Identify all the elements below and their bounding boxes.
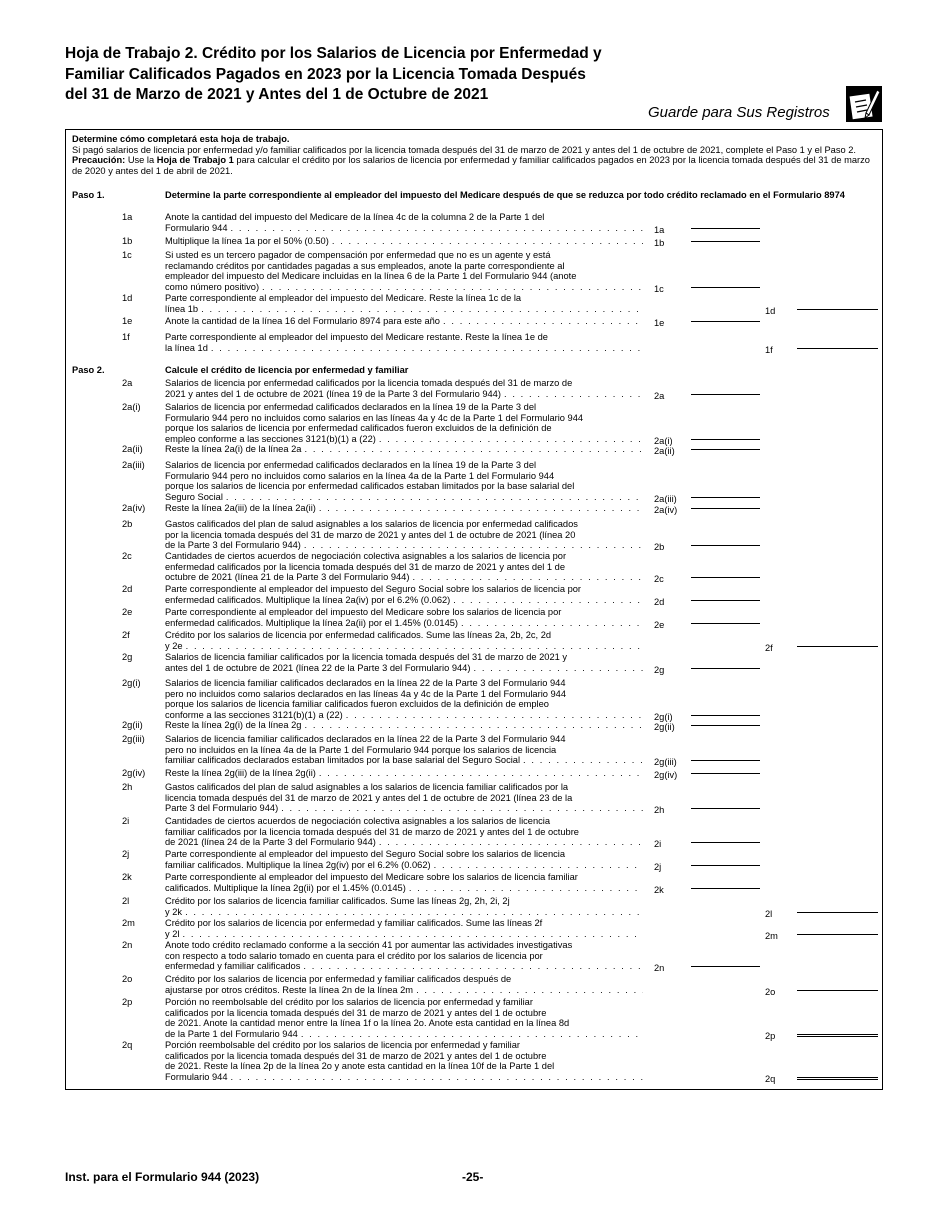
line-number: 2a(i) xyxy=(122,402,141,412)
line-number: 1f xyxy=(122,332,130,342)
line-text-row: porque los salarios de licencia por enfermedad calificados fueron excluidos de la definición de xyxy=(165,423,552,433)
dot-leader xyxy=(379,837,643,848)
dot-leader xyxy=(416,985,643,996)
line-text xyxy=(165,293,643,314)
line-number: 2g(iii) xyxy=(122,734,145,744)
amount-entry-line[interactable] xyxy=(797,912,878,913)
line-text-final: enfermedad calificados. Multiplique la línea 2a(iv) por el 6.2% (0.062) xyxy=(165,594,451,605)
step2-label: Paso 2. xyxy=(72,365,105,375)
line-label: 1e xyxy=(654,318,665,328)
amount-entry-line[interactable] xyxy=(691,545,760,546)
dot-leader xyxy=(319,768,643,779)
line-label: 2f xyxy=(765,642,773,653)
line-label: 2o xyxy=(765,986,776,997)
intro-section xyxy=(72,134,872,176)
line-text-last-row xyxy=(165,860,643,871)
line-text-last-row xyxy=(165,389,643,400)
line-number: 2b xyxy=(122,519,133,529)
line-text-last-row xyxy=(165,961,643,972)
dot-leader xyxy=(182,929,643,940)
line-text-row: Anote la cantidad del impuesto del Medicare de la línea 4c de la columna 2 de la Parte 1 del xyxy=(165,212,545,222)
line-text xyxy=(165,316,643,327)
line-label: 2p xyxy=(765,1030,776,1041)
line-text-row: Crédito por los salarios de licencia familiar calificados. Sume las líneas 2g, 2h, 2i, 2j xyxy=(165,896,510,906)
intro-paragraph: Si pagó salarios de licencia por enfermedad y/o familiar calificados por la licencia tomada después del 31 de marzo de 2021 y antes del 1 de octubre de 2021, complete el Paso 1 y el Paso 2. Precaución: Use la Hoja de Trabajo 1 para calcular el crédito por los salarios de licencia por enfermedad y familiar calificados pagados en 2023 por la licencia tomada después del 31 de marzo de 2020 y antes del 1 de abril de 2021. xyxy=(72,144,870,176)
amount-entry-line[interactable] xyxy=(691,623,760,624)
line-text-last-row xyxy=(165,434,643,445)
amount-entry-line[interactable] xyxy=(691,497,760,498)
line-text xyxy=(165,734,643,766)
line-text xyxy=(165,607,643,628)
line-number: 2a(ii) xyxy=(122,444,143,454)
line-text-final: y 2k xyxy=(165,906,183,917)
dot-leader xyxy=(409,883,643,894)
line-text-row: enfermedad calificados por la licencia tomada después del 31 de marzo de 2021 y antes del 1 de xyxy=(165,561,566,572)
line-text-final: ajustarse por otros créditos. Reste la línea 2n de la línea 2m xyxy=(165,984,414,995)
line-label: 2a(ii) xyxy=(654,446,675,456)
amount-entry-line[interactable] xyxy=(797,990,878,991)
line-label: 1d xyxy=(765,305,776,316)
line-text-final: 2021 y antes del 1 de octubre de 2021 (línea 19 de la Parte 3 del Formulario 944) xyxy=(165,388,501,399)
line-label: 2c xyxy=(654,574,664,584)
line-number: 2m xyxy=(122,918,135,928)
amount-entry-line[interactable] xyxy=(691,439,760,440)
line-text-row: Salarios de licencia familiar calificados declarados en la línea 22 de la Parte 3 del Formulario 944 xyxy=(165,734,566,744)
line-label: 2a(iii) xyxy=(654,493,677,504)
dot-leader xyxy=(231,1072,643,1083)
line-label: 2a xyxy=(654,390,665,401)
line-text xyxy=(165,849,643,870)
line-text-last-row xyxy=(165,540,643,551)
line-label: 2b xyxy=(654,542,665,552)
line-text-row: Parte correspondiente al empleador del impuesto del Medicare restante. Reste la línea 1e de xyxy=(165,332,548,342)
dot-leader xyxy=(303,961,643,972)
line-text xyxy=(165,872,643,893)
line-text xyxy=(165,816,643,848)
line-text-row: calificados por la licencia tomada después del 31 de marzo de 2021 y antes del 1 de octubre xyxy=(165,1050,547,1061)
line-text xyxy=(165,519,643,551)
amount-entry-line[interactable] xyxy=(691,241,760,242)
line-text xyxy=(165,940,643,972)
amount-entry-line[interactable] xyxy=(797,348,878,349)
amount-entry-line[interactable] xyxy=(691,888,760,889)
line-label: 2g xyxy=(654,664,665,675)
line-label: 1a xyxy=(654,224,665,235)
dot-leader xyxy=(304,444,643,455)
line-label: 2h xyxy=(654,805,665,815)
line-text xyxy=(165,630,643,651)
line-text-last-row xyxy=(165,444,643,455)
dot-leader xyxy=(332,236,643,247)
amount-entry-line[interactable] xyxy=(797,309,878,310)
line-text-final: Formulario 944 xyxy=(165,222,228,233)
line-text xyxy=(165,236,643,247)
dot-leader xyxy=(319,503,643,514)
keep-for-records-label: Guarde para Sus Registros xyxy=(648,104,830,121)
line-text-final: familiar calificados. Multiplique la línea 2g(iv) por el 6.2% (0.062) xyxy=(165,859,431,870)
dot-leader xyxy=(186,641,643,652)
line-text-last-row xyxy=(165,1072,643,1083)
line-text-row: Parte correspondiente al empleador del impuesto del Seguro Social sobre los salarios de licencia por xyxy=(165,584,582,594)
dot-leader xyxy=(231,223,643,234)
line-text-row: Gastos calificados del plan de salud asignables a los salarios de licencia familiar calificados por la xyxy=(165,782,569,792)
line-number: 1c xyxy=(122,250,132,260)
dot-leader xyxy=(185,907,643,918)
line-label: 2g(ii) xyxy=(654,722,675,732)
line-text-last-row xyxy=(165,710,643,721)
line-text xyxy=(165,332,643,353)
amount-entry-line[interactable] xyxy=(797,934,878,935)
amount-entry-line[interactable] xyxy=(797,1034,878,1037)
line-number: 2j xyxy=(122,849,130,859)
line-number: 2l xyxy=(122,896,130,906)
dot-leader xyxy=(434,860,643,871)
footer-form-name: Inst. para el Formulario 944 (2023) xyxy=(65,1170,260,1184)
amount-entry-line[interactable] xyxy=(691,865,760,866)
dot-leader xyxy=(473,663,643,674)
line-text-row: familiar calificados por la licencia tomada después del 31 de marzo de 2021 y antes del 1 de octubre xyxy=(165,826,579,837)
line-text-final: línea 1b xyxy=(165,303,199,314)
amount-entry-line[interactable] xyxy=(691,773,760,774)
step1-description: Determine la parte correspondiente al empleador del impuesto del Medicare después de que se reduzca por todo crédito reclamado en el Formulario 8974 xyxy=(165,190,845,200)
line-text-row: porque los salarios de licencia familiar calificados fueron excluidos de la definición de empleo xyxy=(165,699,549,709)
line-text-last-row xyxy=(165,985,643,996)
line-text xyxy=(165,768,643,779)
line-text-row: de 2021. Reste la línea 2p de la línea 2o y anote esta cantidad en la línea 10f de la Parte 1 del xyxy=(165,1061,555,1071)
line-text xyxy=(165,503,643,514)
line-text-final: Reste la línea 2a(i) de la línea 2a xyxy=(165,444,302,454)
line-label: 2m xyxy=(765,930,778,941)
line-text-final: Reste la línea 2a(iii) de la línea 2a(ii) xyxy=(165,503,316,513)
line-label: 2k xyxy=(654,884,664,895)
line-label: 2a(i) xyxy=(654,435,673,446)
line-label: 2j xyxy=(654,861,662,872)
amount-entry-line[interactable] xyxy=(691,449,760,450)
line-text-row: Anote todo crédito reclamado conforme a la sección 41 por aumentar las actividades investigativas xyxy=(165,940,573,950)
line-number: 2a xyxy=(122,378,133,388)
line-number: 2g(i) xyxy=(122,678,141,688)
line-text-last-row xyxy=(165,236,643,247)
line-text-last-row xyxy=(165,663,643,674)
line-text xyxy=(165,782,643,814)
line-text-row: Si usted es un tercero pagador de compensación por enfermedad que no es un agente y está xyxy=(165,250,551,260)
line-text-row: Porción reembolsable del crédito por los salarios de licencia por enfermedad y familiar xyxy=(165,1040,521,1050)
amount-entry-line[interactable] xyxy=(691,842,760,843)
line-text-final: octubre de 2021 (línea 21 de la Parte 3 del Formulario 944) xyxy=(165,572,410,582)
line-text xyxy=(165,402,643,444)
dot-leader xyxy=(281,803,643,814)
line-text-last-row xyxy=(165,929,643,940)
line-text-final: como número positivo) xyxy=(165,281,260,292)
line-text xyxy=(165,896,643,917)
line-label: 2n xyxy=(654,963,665,973)
line-text-row: de 2021. Anote la cantidad menor entre la línea 1f o la línea 2o. Anote esta cantidad en la línea 8d xyxy=(165,1018,570,1028)
line-number: 2q xyxy=(122,1040,133,1050)
line-text-row: Salarios de licencia por enfermedad calificados por la licencia tomada después del 31 de marzo de xyxy=(165,378,573,388)
line-text xyxy=(165,584,643,605)
footer-page-number: -25- xyxy=(462,1170,484,1184)
line-text-final: Anote la cantidad de la línea 16 del Formulario 8974 para este año xyxy=(165,316,440,326)
line-text xyxy=(165,212,643,233)
line-label: 2g(iv) xyxy=(654,770,678,780)
amount-entry-line[interactable] xyxy=(691,808,760,809)
line-text-last-row xyxy=(165,768,643,779)
dot-leader xyxy=(262,282,643,293)
line-number: 2g(ii) xyxy=(122,720,143,730)
line-text-final: familiar calificados declarados estaban limitados por la base salarial del Seguro Social xyxy=(165,755,521,765)
line-label: 2q xyxy=(765,1073,776,1084)
dot-leader xyxy=(226,492,643,503)
line-text-final: de 2021 (línea 24 de la Parte 3 del Formulario 944) xyxy=(165,837,376,847)
line-text-final: enfermedad y familiar calificados xyxy=(165,961,301,971)
line-number: 2h xyxy=(122,782,133,792)
line-text-row: Cantidades de ciertos acuerdos de negociación colectiva asignables a los salarios de licencia xyxy=(165,816,551,826)
line-text-row: Formulario 944 pero no incluidos como salarios en la línea 4a de la Parte 1 del Formulario 944 xyxy=(165,470,555,481)
line-text-row: licencia tomada después del 31 de marzo de 2021 y antes del 1 de octubre de 2021 (línea 23 de la xyxy=(165,792,573,803)
amount-entry-line[interactable] xyxy=(691,228,760,229)
line-text-last-row xyxy=(165,316,643,327)
line-number: 1a xyxy=(122,212,133,222)
line-number: 2d xyxy=(122,584,133,594)
dot-leader xyxy=(523,755,643,766)
line-label: 2g(i) xyxy=(654,711,673,722)
line-text-last-row xyxy=(165,304,643,315)
dot-leader xyxy=(412,572,643,583)
step1-label: Paso 1. xyxy=(72,190,105,200)
line-label: 2a(iv) xyxy=(654,505,678,515)
amount-entry-line[interactable] xyxy=(691,760,760,761)
line-text-last-row xyxy=(165,883,643,894)
amount-entry-line[interactable] xyxy=(797,1077,878,1080)
line-text-final: empleo conforme a las secciones 3121(b)(1) a (22) xyxy=(165,433,376,444)
line-label: 2l xyxy=(765,908,773,919)
line-text-final: Parte 3 del Formulario 944) xyxy=(165,803,279,813)
worksheet-title: Hoja de Trabajo 2. Crédito por los Salarios de Licencia por Enfermedad y Familiar Calificados Pagados en 2023 por la Licencia Tomada Después del 31 de Marzo de 2021 y Antes del 1 de Octubre de 2021 xyxy=(65,45,602,103)
line-text-last-row xyxy=(165,1029,643,1040)
dot-leader xyxy=(346,710,643,721)
amount-entry-line[interactable] xyxy=(691,966,760,967)
line-text-final: Seguro Social xyxy=(165,491,223,502)
line-text-last-row xyxy=(165,572,643,583)
line-text-row: pero no incluidos en la línea 4a de la Parte 1 del Formulario 944 porque los salarios de licencia xyxy=(165,744,557,755)
line-text-row: empleador del impuesto del Medicare incluidas en la línea 6 de la Parte 1 del Formulario 944 (anote xyxy=(165,271,577,281)
line-text-row: Salarios de licencia familiar calificados declarados en la línea 22 de la Parte 3 del Formulario 944 xyxy=(165,678,566,688)
amount-entry-line[interactable] xyxy=(691,715,760,716)
line-text-final: Multiplique la línea 1a por el 50% (0.50) xyxy=(165,236,329,246)
line-text-row: Salarios de licencia por enfermedad calificados declarados en la línea 19 de la Parte 3 del xyxy=(165,460,537,470)
line-text-row: reclamando créditos por cantidades pagadas a sus empleados, anote la parte correspondiente al xyxy=(165,260,565,271)
line-text xyxy=(165,551,643,583)
line-text-last-row xyxy=(165,907,643,918)
line-text-row: Formulario 944 pero no incluidos como salarios en las líneas 4a y 4c de la Parte 1 del Formulario 944 xyxy=(165,412,584,423)
line-text xyxy=(165,1040,643,1082)
line-text-row: Salarios de licencia familiar calificados por la licencia tomada después del 31 de marzo de 2021 y xyxy=(165,652,568,662)
amount-entry-line[interactable] xyxy=(691,508,760,509)
line-text-last-row xyxy=(165,503,643,514)
line-number: 2k xyxy=(122,872,132,882)
amount-entry-line[interactable] xyxy=(691,321,760,322)
amount-entry-line[interactable] xyxy=(797,646,878,647)
line-number: 1e xyxy=(122,316,133,326)
line-text-row: por la licencia tomada después del 31 de marzo de 2021 y antes del 1 de octubre de 2021 (línea 20 xyxy=(165,529,576,540)
line-text-last-row xyxy=(165,492,643,503)
line-text-final: enfermedad calificados. Multiplique la línea 2a(ii) por el 1.45% (0.0145) xyxy=(165,617,459,628)
dot-leader xyxy=(504,389,643,400)
line-number: 1d xyxy=(122,293,133,303)
dot-leader xyxy=(211,343,643,354)
line-text-last-row xyxy=(165,803,643,814)
dot-leader xyxy=(461,618,643,629)
line-text xyxy=(165,678,643,720)
line-label: 2e xyxy=(654,619,665,630)
line-text-final: y 2l xyxy=(165,928,180,939)
line-text-row: Salarios de licencia por enfermedad calificados declarados en la línea 19 de la Parte 3 del xyxy=(165,402,537,412)
line-text-final: y 2e xyxy=(165,640,183,651)
dot-leader xyxy=(379,434,643,445)
line-number: 2c xyxy=(122,551,132,561)
line-text-row: calificados por la licencia tomada después del 31 de marzo de 2021 y antes del 1 de octubre xyxy=(165,1007,547,1018)
amount-entry-line[interactable] xyxy=(691,725,760,726)
line-text-final: de la Parte 3 del Formulario 944) xyxy=(165,540,301,550)
line-label: 1f xyxy=(765,344,773,355)
amount-entry-line[interactable] xyxy=(691,600,760,601)
line-number: 2g xyxy=(122,652,133,662)
line-text-row: Gastos calificados del plan de salud asignables a los salarios de licencia por enfermedad calificados xyxy=(165,519,578,529)
line-text-final: de la Parte 1 del Formulario 944 xyxy=(165,1028,298,1039)
line-text xyxy=(165,918,643,939)
line-text-row: Parte correspondiente al empleador del impuesto del Seguro Social sobre los salarios de licencia xyxy=(165,849,565,859)
dot-leader xyxy=(453,595,643,606)
line-text xyxy=(165,460,643,502)
line-text xyxy=(165,444,643,455)
line-label: 2i xyxy=(654,839,662,849)
line-text xyxy=(165,250,643,292)
line-number: 1b xyxy=(122,236,133,246)
line-text-final: Reste la línea 2g(iii) de la línea 2g(ii) xyxy=(165,768,316,778)
line-text-row: Crédito por los salarios de licencia por enfermedad y familiar calificados. Sume las líneas 2f xyxy=(165,918,543,928)
line-number: 2g(iv) xyxy=(122,768,146,778)
line-label: 2d xyxy=(654,596,665,607)
amount-entry-line[interactable] xyxy=(691,394,760,395)
line-label: 1b xyxy=(654,238,665,248)
line-text xyxy=(165,378,643,399)
line-number: 2e xyxy=(122,607,133,617)
line-text-last-row xyxy=(165,618,643,629)
line-text-row: pero no incluidos como salarios declarados en las líneas 4a y 4c de la Parte 1 del Formulario 944 xyxy=(165,688,567,699)
line-text-row: Parte correspondiente al empleador del impuesto del Medicare sobre los salarios de licencia familiar xyxy=(165,872,578,882)
line-text-row: Parte correspondiente al empleador del impuesto del Medicare sobre los salarios de licencia por xyxy=(165,607,562,617)
line-number: 2p xyxy=(122,997,133,1007)
line-text xyxy=(165,997,643,1039)
step2-description: Calcule el crédito de licencia por enfermedad y familiar xyxy=(165,365,409,375)
dot-leader xyxy=(301,1029,643,1040)
dot-leader xyxy=(201,304,643,315)
line-text-row: Cantidades de ciertos acuerdos de negociación colectiva asignables a los salarios de licencia por xyxy=(165,551,567,561)
line-number: 2f xyxy=(122,630,130,640)
line-text-last-row xyxy=(165,282,643,293)
amount-entry-line[interactable] xyxy=(691,287,760,288)
notepad-pencil-icon xyxy=(846,86,882,122)
dot-leader xyxy=(304,540,643,551)
line-text-final: antes del 1 de octubre de 2021 (línea 22 de la Parte 3 del Formulario 944) xyxy=(165,662,471,673)
line-text-last-row xyxy=(165,755,643,766)
line-text-last-row xyxy=(165,641,643,652)
line-text-last-row xyxy=(165,837,643,848)
line-text-row: con respecto a todo salario tomado en cuenta para el crédito por los salarios de licencia por xyxy=(165,950,543,961)
line-text-last-row xyxy=(165,223,643,234)
dot-leader xyxy=(443,316,643,327)
line-number: 2a(iii) xyxy=(122,460,145,470)
line-text xyxy=(165,974,643,995)
intro-heading: Determine cómo completará esta hoja de trabajo. xyxy=(72,134,290,144)
line-number: 2i xyxy=(122,816,130,826)
line-text-row: Crédito por los salarios de licencia por enfermedad calificados. Sume las líneas 2a, 2b, 2c, 2d xyxy=(165,630,552,640)
line-text xyxy=(165,652,643,673)
line-number: 2o xyxy=(122,974,133,984)
line-text-row: Porción no reembolsable del crédito por los salarios de licencia por enfermedad y familiar xyxy=(165,997,533,1007)
dot-leader xyxy=(304,720,643,731)
line-text-final: Reste la línea 2g(i) de la línea 2g xyxy=(165,720,302,730)
line-text-final: Formulario 944 xyxy=(165,1071,228,1082)
amount-entry-line[interactable] xyxy=(691,668,760,669)
line-text-last-row xyxy=(165,595,643,606)
line-number: 2n xyxy=(122,940,133,950)
line-text-last-row xyxy=(165,720,643,731)
line-text-final: conforme a las secciones 3121(b)(1) a (22) xyxy=(165,709,343,720)
line-number: 2a(iv) xyxy=(122,503,146,513)
amount-entry-line[interactable] xyxy=(691,577,760,578)
line-text-final: calificados. Multiplique la línea 2g(ii) por el 1.45% (0.0145) xyxy=(165,882,406,893)
line-label: 1c xyxy=(654,283,664,294)
line-label: 2g(iii) xyxy=(654,757,677,767)
line-text xyxy=(165,720,643,731)
line-text-last-row xyxy=(165,343,643,354)
line-text-row: Parte correspondiente al empleador del impuesto del Medicare. Reste la línea 1c de la xyxy=(165,293,522,303)
line-text-final: la línea 1d xyxy=(165,342,208,353)
line-text-row: porque los salarios de licencia por enfermedad calificados estaban limitados por la base salarial del xyxy=(165,481,575,491)
line-text-row: Crédito por los salarios de licencia por enfermedad y familiar calificados después de xyxy=(165,974,512,984)
